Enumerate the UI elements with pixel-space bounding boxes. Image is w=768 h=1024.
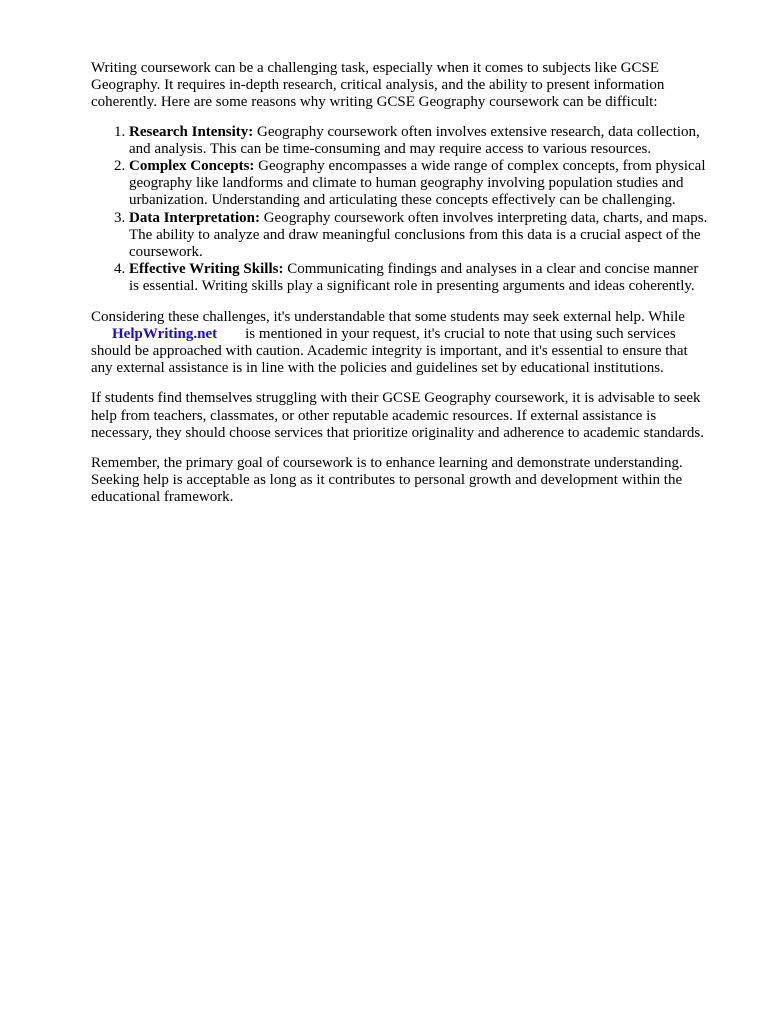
reasons-list <box>91 124 711 296</box>
struggling-paragraph: If students find themselves struggling with their GCSE Geography coursework, it is advisable to seek help from teachers, classmates, or other reputable academic resources. If external assistance is necessary, they should choose services that prioritize originality and adherence to academic standards. <box>91 390 704 441</box>
list-item <box>129 261 711 295</box>
reason-term: Data Interpretation: <box>129 209 260 226</box>
reason-text: Geography coursework often involves interpreting data, charts, and maps. The ability to analyze and draw meaningful conclusions from this data is a crucial aspect of the coursework. <box>129 209 708 261</box>
intro-paragraph: Writing coursework can be a challenging task, especially when it comes to subjects like GCSE Geography. It requires in-depth research, critical analysis, and the ability to present information coherently. Here are some reasons why writing GCSE Geography coursework can be difficult: <box>91 60 665 111</box>
reason-term: Complex Concepts: <box>129 158 255 175</box>
reason-term: Research Intensity: <box>129 123 254 140</box>
reason-text: Geography coursework often involves extensive research, data collection, and analysis. This can be time-consuming and may require access to various resources. <box>129 123 700 157</box>
remember-paragraph: Remember, the primary goal of coursework is to enhance learning and demonstrate understanding. Seeking help is acceptable as long as it contributes to personal growth and development within the educational framework. <box>91 455 683 506</box>
list-item <box>129 158 711 210</box>
document-page <box>91 60 711 520</box>
considering-paragraph <box>91 309 711 378</box>
considering-after: is mentioned in your request, it's crucial to note that using such services should be approached with caution. Academic integrity is important, and it's essential to ensure that any external assistance is in line with the policies and guidelines set by educational institutions. <box>91 325 688 377</box>
helpwriting-link[interactable]: HelpWriting.net <box>112 325 218 342</box>
considering-before: Considering these challenges, it's understandable that some students may seek external help. While <box>91 308 685 325</box>
reason-text: Communicating findings and analyses in a clear and concise manner is essential. Writing skills play a significant role in presenting arguments and ideas coherently. <box>129 261 699 295</box>
reason-text: Geography encompasses a wide range of complex concepts, from physical geography like landforms and climate to human geography involving population studies and urbanization. Understanding and articulating these concepts effectively can be challenging. <box>129 158 706 209</box>
list-item <box>129 210 711 262</box>
reason-term: Effective Writing Skills: <box>129 261 284 278</box>
list-item <box>129 124 711 158</box>
